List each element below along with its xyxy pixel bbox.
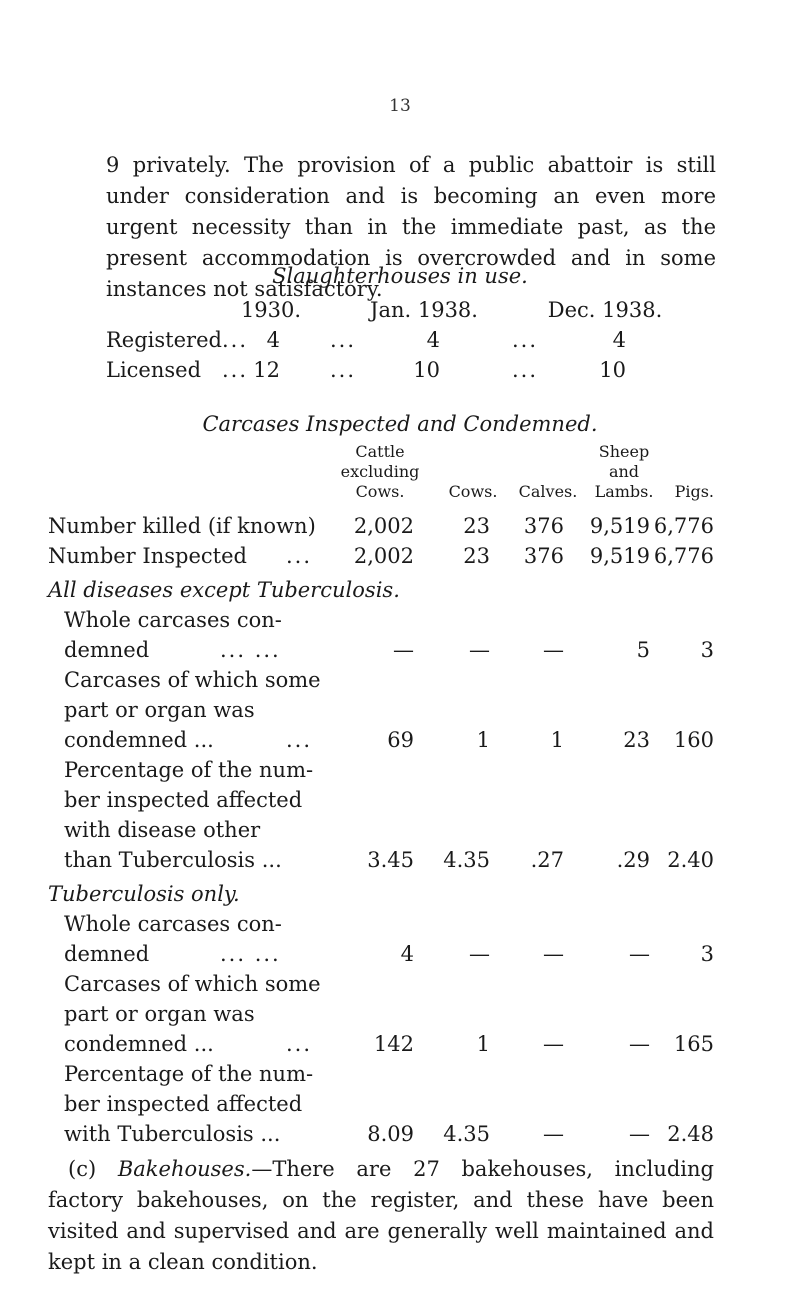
row-label-line: Percentage of the num- <box>64 1062 314 1086</box>
header-calves: Calves. <box>518 482 578 501</box>
row-label-line: ber inspected affected <box>64 1092 303 1116</box>
row-label-killed: Number killed (if known) <box>48 514 316 538</box>
cell-cows: 23 <box>463 544 490 568</box>
row-label-inspected: Number Inspected <box>48 544 247 568</box>
cell-pigs: 6,776 <box>653 514 714 538</box>
slaughter-cell: 10 <box>599 358 626 382</box>
header-cattle: excluding <box>340 462 420 481</box>
cell-cattle: 69 <box>387 728 414 752</box>
slaughter-cell: 10 <box>413 358 440 382</box>
row-label-line: Whole carcases con- <box>64 608 282 632</box>
cell-calves: — <box>543 1122 564 1146</box>
bakehouses-text: —There are 27 bakehouses, including factory bakehouses, on the register, and these have been visited and supervised and are generally well maintained and kept in a clean condition. <box>48 1157 714 1274</box>
cell-pigs: 6,776 <box>653 544 714 568</box>
header-sheep: Sheep <box>598 442 650 461</box>
row-label-line: part or organ was <box>64 698 255 722</box>
slaughter-sep-dots: ... <box>512 358 539 382</box>
slaughter-col-jan-1938: Jan. 1938. <box>370 298 478 322</box>
cell-cattle: 3.45 <box>367 848 414 872</box>
cell-cattle: 2,002 <box>353 514 414 538</box>
cell-cows: 1 <box>476 1032 490 1056</box>
row-dots: ... <box>286 728 313 752</box>
slaughter-sep-dots: ... <box>330 358 357 382</box>
cell-sheep: 9,519 <box>589 544 650 568</box>
slaughter-sep-dots: ... <box>512 328 539 352</box>
slaughter-sep-dots: ... <box>330 328 357 352</box>
cell-pigs: 3 <box>700 638 714 662</box>
row-label-line: ber inspected affected <box>64 788 303 812</box>
cell-sheep: — <box>629 1032 650 1056</box>
row-dots: ... ... <box>220 942 281 966</box>
cell-cows: 4.35 <box>443 848 490 872</box>
cell-pigs: 165 <box>673 1032 714 1056</box>
slaughter-cell: 4 <box>612 328 626 352</box>
cell-pigs: 2.48 <box>667 1122 714 1146</box>
cell-sheep: — <box>629 1122 650 1146</box>
carcases-title: Carcases Inspected and Condemned. <box>202 412 598 436</box>
row-label-line: than Tuberculosis ... <box>64 848 282 872</box>
cell-calves: 1 <box>550 728 564 752</box>
cell-calves: 376 <box>523 514 564 538</box>
slaughter-col-dec-1938: Dec. 1938. <box>547 298 663 322</box>
cell-pigs: 3 <box>700 942 714 966</box>
intro-paragraph: 9 privately. The provision of a public abattoir is still under consideration and is becoming an even more urgent necessity than in the immediate past, as the present accommodation is overcrowded and in some instances not satisfactory. <box>106 153 716 301</box>
row-dots: ... ... <box>220 638 281 662</box>
slaughter-row-dots: ... <box>222 328 249 352</box>
slaughterhouses-title: Slaughterhouses in use. <box>272 264 528 288</box>
cell-pigs: 160 <box>673 728 714 752</box>
cell-cows: — <box>469 942 490 966</box>
cell-cows: 23 <box>463 514 490 538</box>
cell-calves: — <box>543 1032 564 1056</box>
row-label-line: Carcases of which some <box>64 972 321 996</box>
row-label-line: demned <box>64 942 150 966</box>
row-label-line: Carcases of which some <box>64 668 321 692</box>
cell-calves: — <box>543 942 564 966</box>
cell-sheep: — <box>629 942 650 966</box>
cell-sheep: .29 <box>616 848 650 872</box>
slaughter-row-label: Licensed <box>106 358 202 382</box>
row-label-line: condemned ... <box>64 1032 214 1056</box>
cell-sheep: 5 <box>636 638 650 662</box>
cell-cows: — <box>469 638 490 662</box>
cell-cattle: 4 <box>400 942 414 966</box>
slaughter-cell: 4 <box>266 328 280 352</box>
cell-cattle: 8.09 <box>367 1122 414 1146</box>
cell-sheep: 23 <box>623 728 650 752</box>
row-dots: ... <box>286 544 313 568</box>
page-number: 13 <box>389 96 411 116</box>
slaughter-row-dots: ... <box>222 358 249 382</box>
slaughter-cell: 12 <box>253 358 280 382</box>
row-label-line: with disease other <box>64 818 261 842</box>
bakehouses-heading: Bakehouses. <box>117 1157 252 1181</box>
cell-sheep: 9,519 <box>589 514 650 538</box>
row-label-line: with Tuberculosis ... <box>64 1122 281 1146</box>
cell-cattle: 142 <box>373 1032 414 1056</box>
row-label-line: demned <box>64 638 150 662</box>
cell-cattle: 2,002 <box>353 544 414 568</box>
slaughter-col-1930: 1930. <box>240 298 302 322</box>
cell-cows: 4.35 <box>443 1122 490 1146</box>
header-sheep: and <box>608 462 640 481</box>
cell-cattle: — <box>393 638 414 662</box>
header-cattle: Cows. <box>355 482 405 501</box>
cell-pigs: 2.40 <box>667 848 714 872</box>
section-heading-all-diseases: All diseases except Tuberculosis. <box>48 578 400 602</box>
row-dots: ... <box>286 1032 313 1056</box>
row-label-line: condemned ... <box>64 728 214 752</box>
cell-calves: — <box>543 638 564 662</box>
cell-calves: 376 <box>523 544 564 568</box>
cell-calves: .27 <box>530 848 564 872</box>
header-sheep: Lambs. <box>594 482 654 501</box>
section-heading-tuberculosis: Tuberculosis only. <box>48 882 240 906</box>
row-label-line: Whole carcases con- <box>64 912 282 936</box>
slaughter-row-label: Registered <box>106 328 222 352</box>
header-cows: Cows. <box>448 482 498 501</box>
cell-cows: 1 <box>476 728 490 752</box>
bakehouses-paragraph <box>48 1154 714 1278</box>
header-cattle: Cattle <box>355 442 405 461</box>
row-label-line: Percentage of the num- <box>64 758 314 782</box>
header-pigs: Pigs. <box>674 482 714 501</box>
row-label-line: part or organ was <box>64 1002 255 1026</box>
bakehouses-marker: (c) <box>68 1157 97 1181</box>
slaughter-cell: 4 <box>426 328 440 352</box>
